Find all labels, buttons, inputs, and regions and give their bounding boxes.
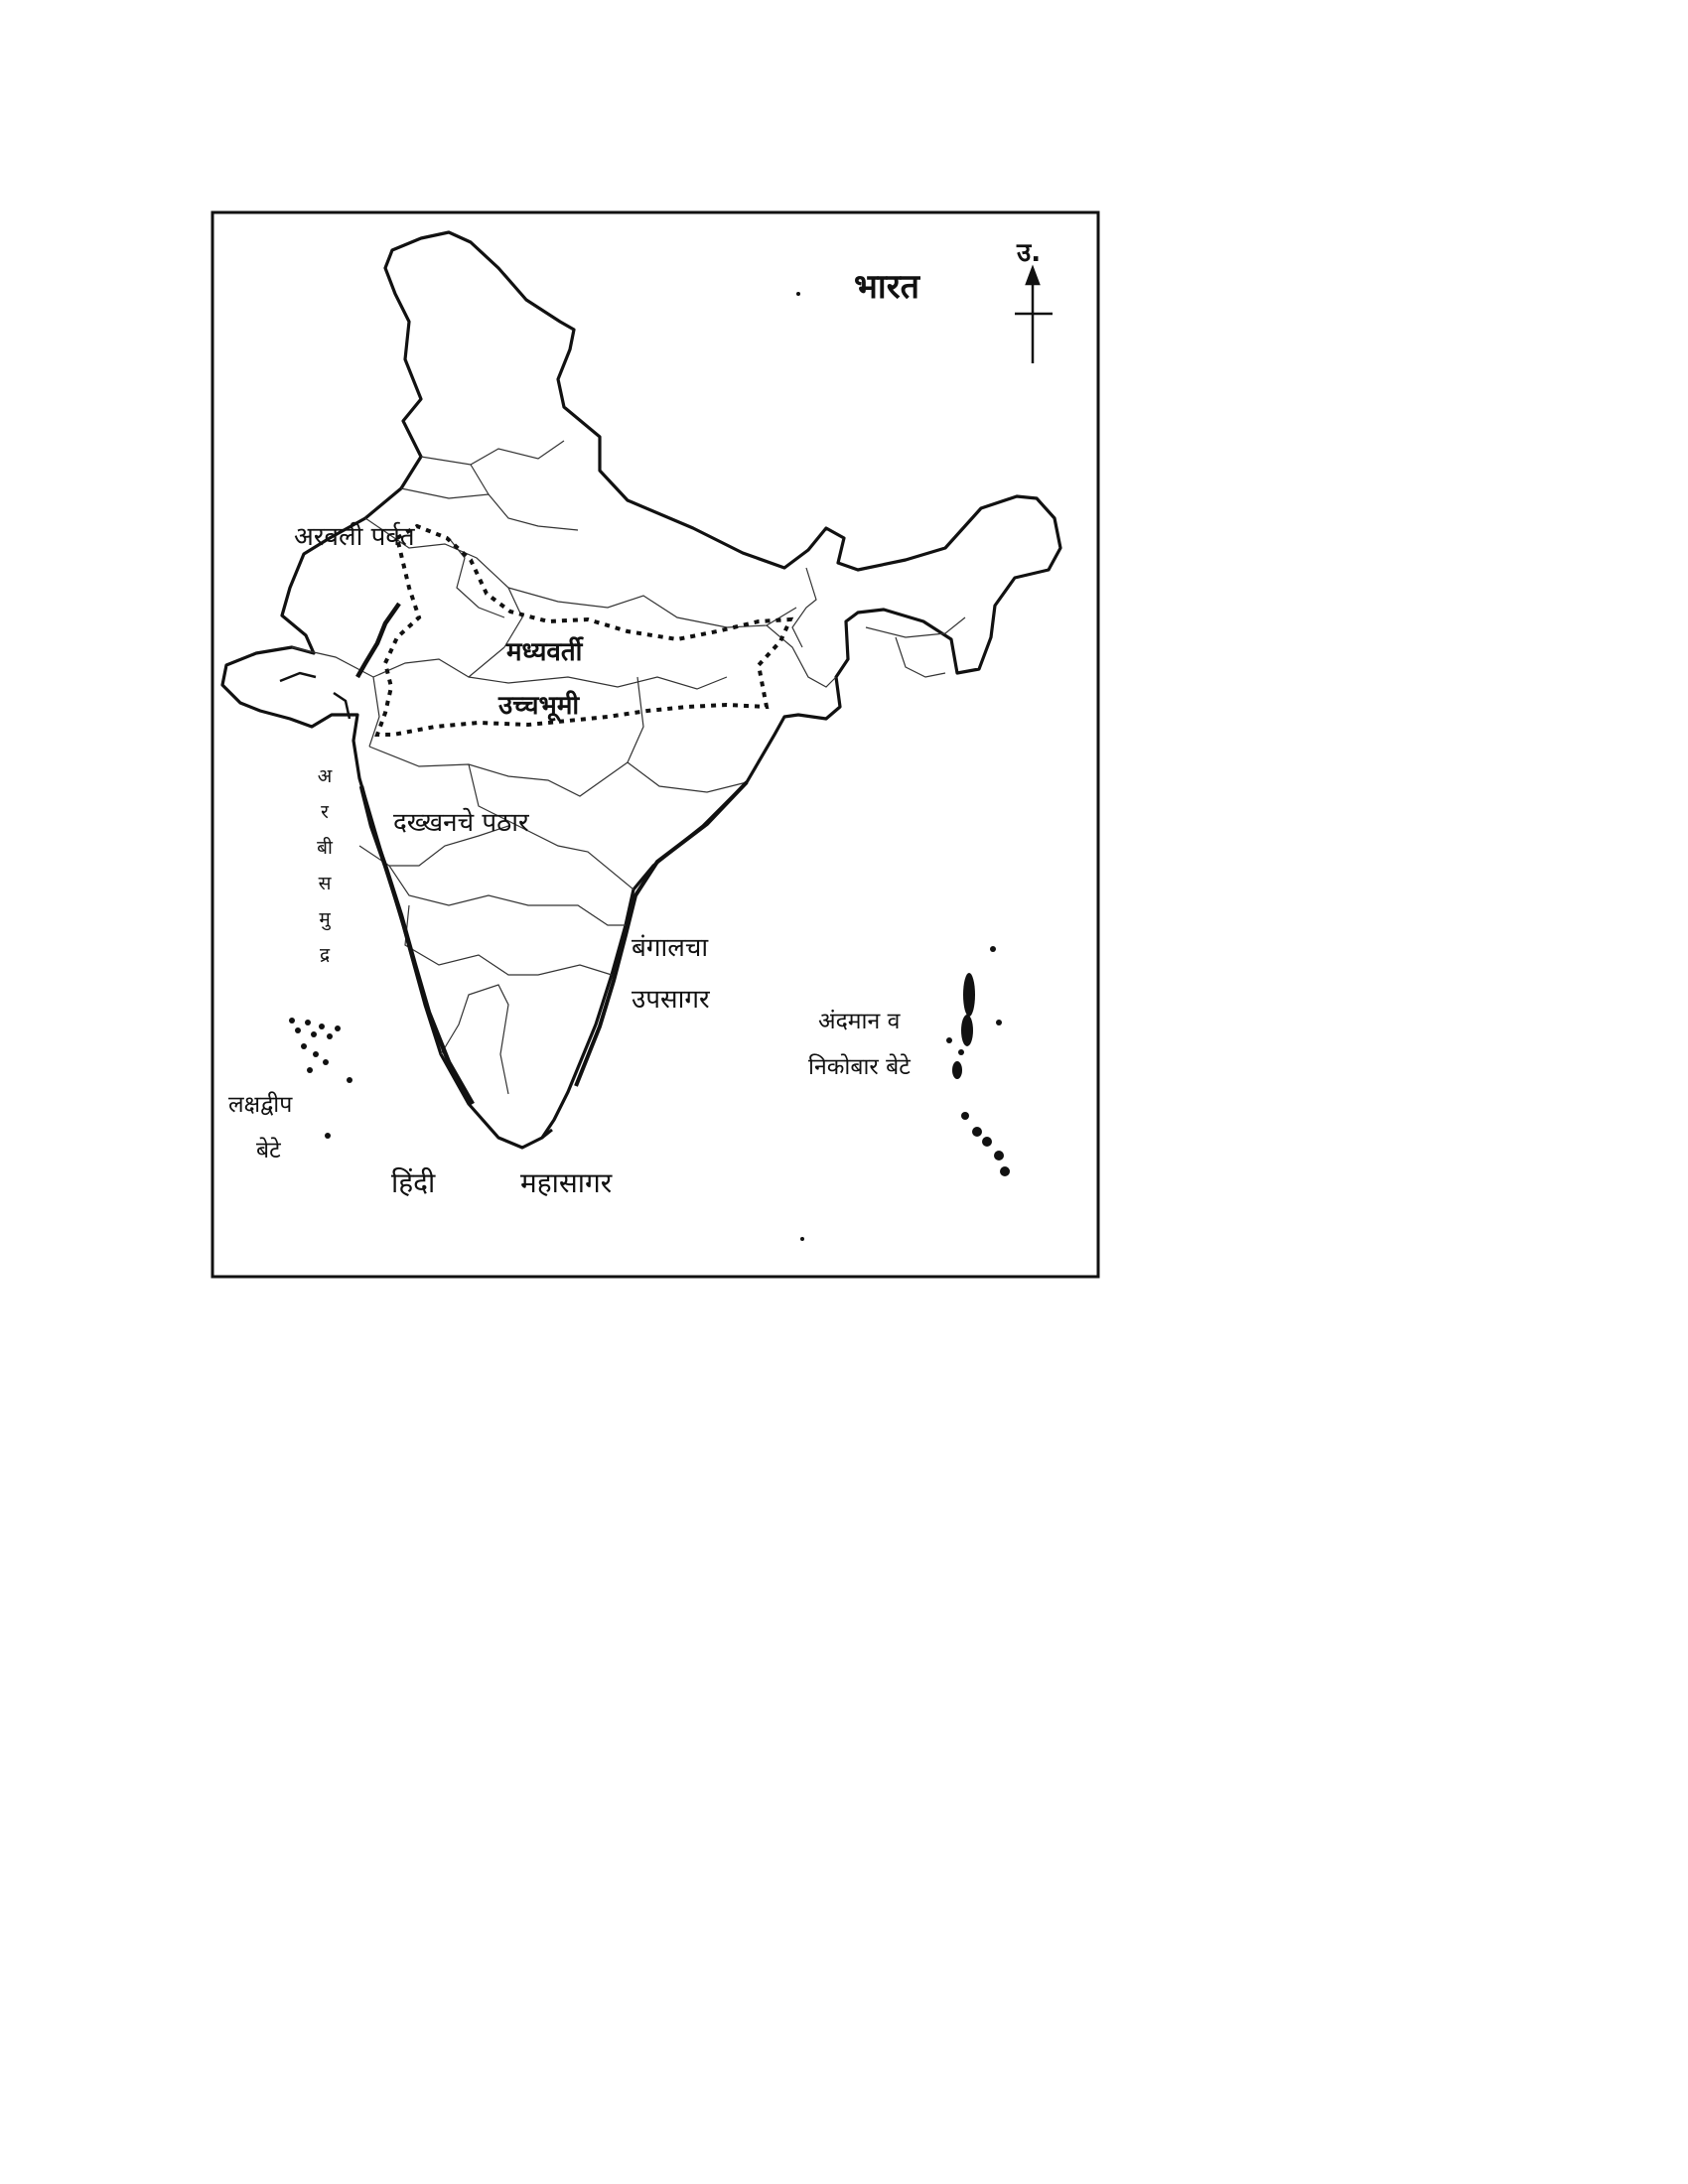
- label-bay-of-bengal-1: बंगालचा: [632, 933, 709, 963]
- label-central-highland-1: मध्यवर्ती: [506, 637, 583, 667]
- gulf-khambhat: [280, 673, 350, 719]
- label-deccan: दख्खनचे पठार: [393, 808, 529, 838]
- map-dot: [800, 1237, 804, 1241]
- central-highland-boundary: [377, 526, 790, 735]
- map-frame: [211, 210, 1100, 1279]
- label-andaman-1: अंदमान व: [818, 1009, 901, 1034]
- arabian-sea-char: बी: [317, 837, 333, 860]
- arabian-sea-char: अ: [317, 765, 333, 787]
- arabian-sea-char: द्र: [319, 944, 331, 967]
- aravali-range: [357, 604, 399, 677]
- map-dot: [796, 292, 800, 296]
- andaman-nicobar-islands: [946, 946, 1010, 1176]
- map-title: भारत: [854, 267, 919, 307]
- label-bay-of-bengal-2: उपसागर: [632, 985, 710, 1015]
- lakshadweep-islands: [289, 1018, 352, 1139]
- label-aravali: अरवली पर्वत: [294, 522, 415, 552]
- label-andaman-2: निकोबार बेटे: [808, 1054, 911, 1080]
- arabian-sea-char: स: [318, 873, 332, 895]
- india-map: [211, 210, 1100, 1279]
- label-central-highland-2: उच्चभूमी: [498, 691, 580, 721]
- label-lakshadweep-2: बेटे: [256, 1138, 281, 1163]
- label-lakshadweep-1: लक्षद्वीप: [228, 1092, 293, 1118]
- label-arabian-sea: [314, 758, 336, 974]
- arabian-sea-char: मु: [319, 908, 331, 931]
- arabian-sea-char: र: [321, 801, 329, 824]
- label-indian-ocean-2: महासागर: [520, 1166, 613, 1199]
- north-arrow-icon: [1015, 268, 1053, 363]
- north-label: उ.: [1017, 238, 1042, 268]
- label-indian-ocean-1: हिंदी: [391, 1166, 436, 1199]
